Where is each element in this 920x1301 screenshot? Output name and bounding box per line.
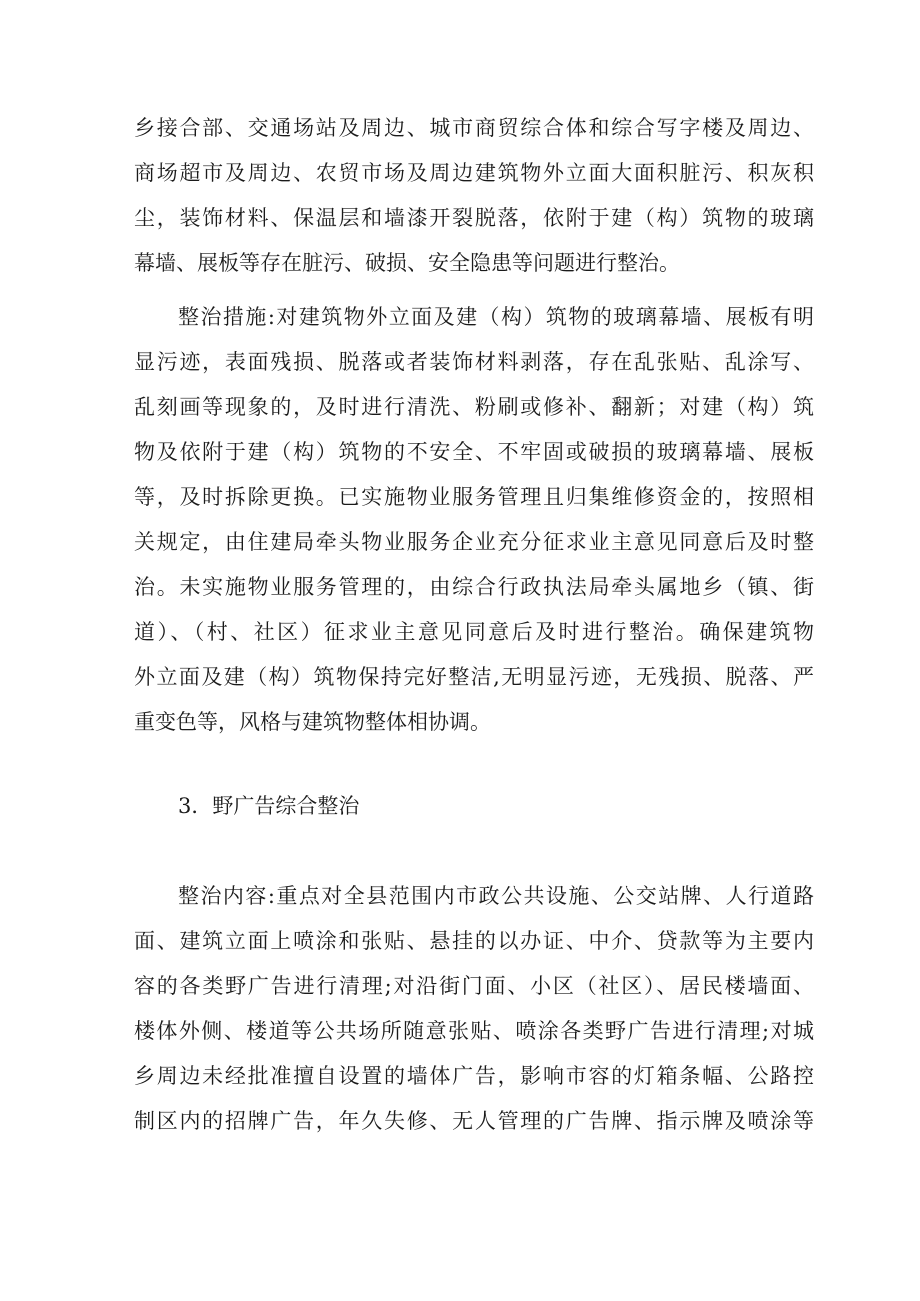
- paragraph-line: 乱刻画等现象的，及时进行清洗、粉刷或修补、翻新；对建（构）筑: [134, 395, 814, 419]
- paragraph-line: 治。未实施物业服务管理的，由综合行政执法局牵头属地乡（镇、街: [134, 575, 814, 599]
- paragraph-line: 乡周边未经批准擅自设置的墙体广告，影响市容的灯箱条幅、公路控: [134, 1064, 814, 1088]
- paragraph-line: 外立面及建（构）筑物保持完好整洁,无明显污迹，无残损、脱落、严: [134, 665, 814, 689]
- paragraph-line: 道）、（村、社区）征求业主意见同意后及时进行整治。确保建筑物: [134, 620, 814, 644]
- paragraph-line: 物及依附于建（构）筑物的不安全、不牢固或破损的玻璃幕墙、展板: [134, 440, 814, 464]
- paragraph-line: 容的各类野广告进行清理;对沿街门面、小区（社区）、居民楼墙面、: [134, 974, 814, 998]
- paragraph-line: 整治措施:对建筑物外立面及建（构）筑物的玻璃幕墙、展板有明: [178, 305, 814, 329]
- paragraph-line: 重变色等，风格与建筑物整体相协调。: [134, 710, 491, 734]
- paragraph-line: 尘，装饰材料、保温层和墙漆开裂脱落，依附于建（构）筑物的玻璃: [134, 206, 814, 230]
- paragraph-3: [134, 874, 814, 1144]
- paragraph-line: 制区内的招牌广告，年久失修、无人管理的广告牌、指示牌及喷涂等: [134, 1109, 814, 1133]
- paragraph-line: 乡接合部、交通场站及周边、城市商贸综合体和综合写字楼及周边、: [134, 116, 814, 140]
- paragraph-line: 关规定，由住建局牵头物业服务企业充分征求业主意见同意后及时整: [134, 530, 814, 554]
- section-heading: [134, 784, 814, 829]
- paragraph-line: 显污迹，表面残损、脱落或者装饰材料剥落，存在乱张贴、乱涂写、: [134, 350, 814, 374]
- paragraph-line: 幕墙、展板等存在脏污、破损、安全隐患等问题进行整治。: [134, 251, 680, 275]
- paragraph-2: [134, 295, 814, 745]
- paragraph-line: 等，及时拆除更换。已实施物业服务管理且归集维修资金的，按照相: [134, 485, 814, 509]
- section-heading-text: 3．野广告综合整治: [178, 794, 360, 818]
- paragraph-line: 面、建筑立面上喷涂和张贴、悬挂的以办证、中介、贷款等为主要内: [134, 929, 814, 953]
- paragraph-line: 商场超市及周边、农贸市场及周边建筑物外立面大面积脏污、积灰积: [134, 161, 814, 185]
- paragraph-line: 整治内容:重点对全县范围内市政公共设施、公交站牌、人行道路: [178, 884, 814, 908]
- paragraph-1: [134, 106, 814, 286]
- paragraph-line: 楼体外侧、楼道等公共场所随意张贴、喷涂各类野广告进行清理;对城: [134, 1019, 814, 1043]
